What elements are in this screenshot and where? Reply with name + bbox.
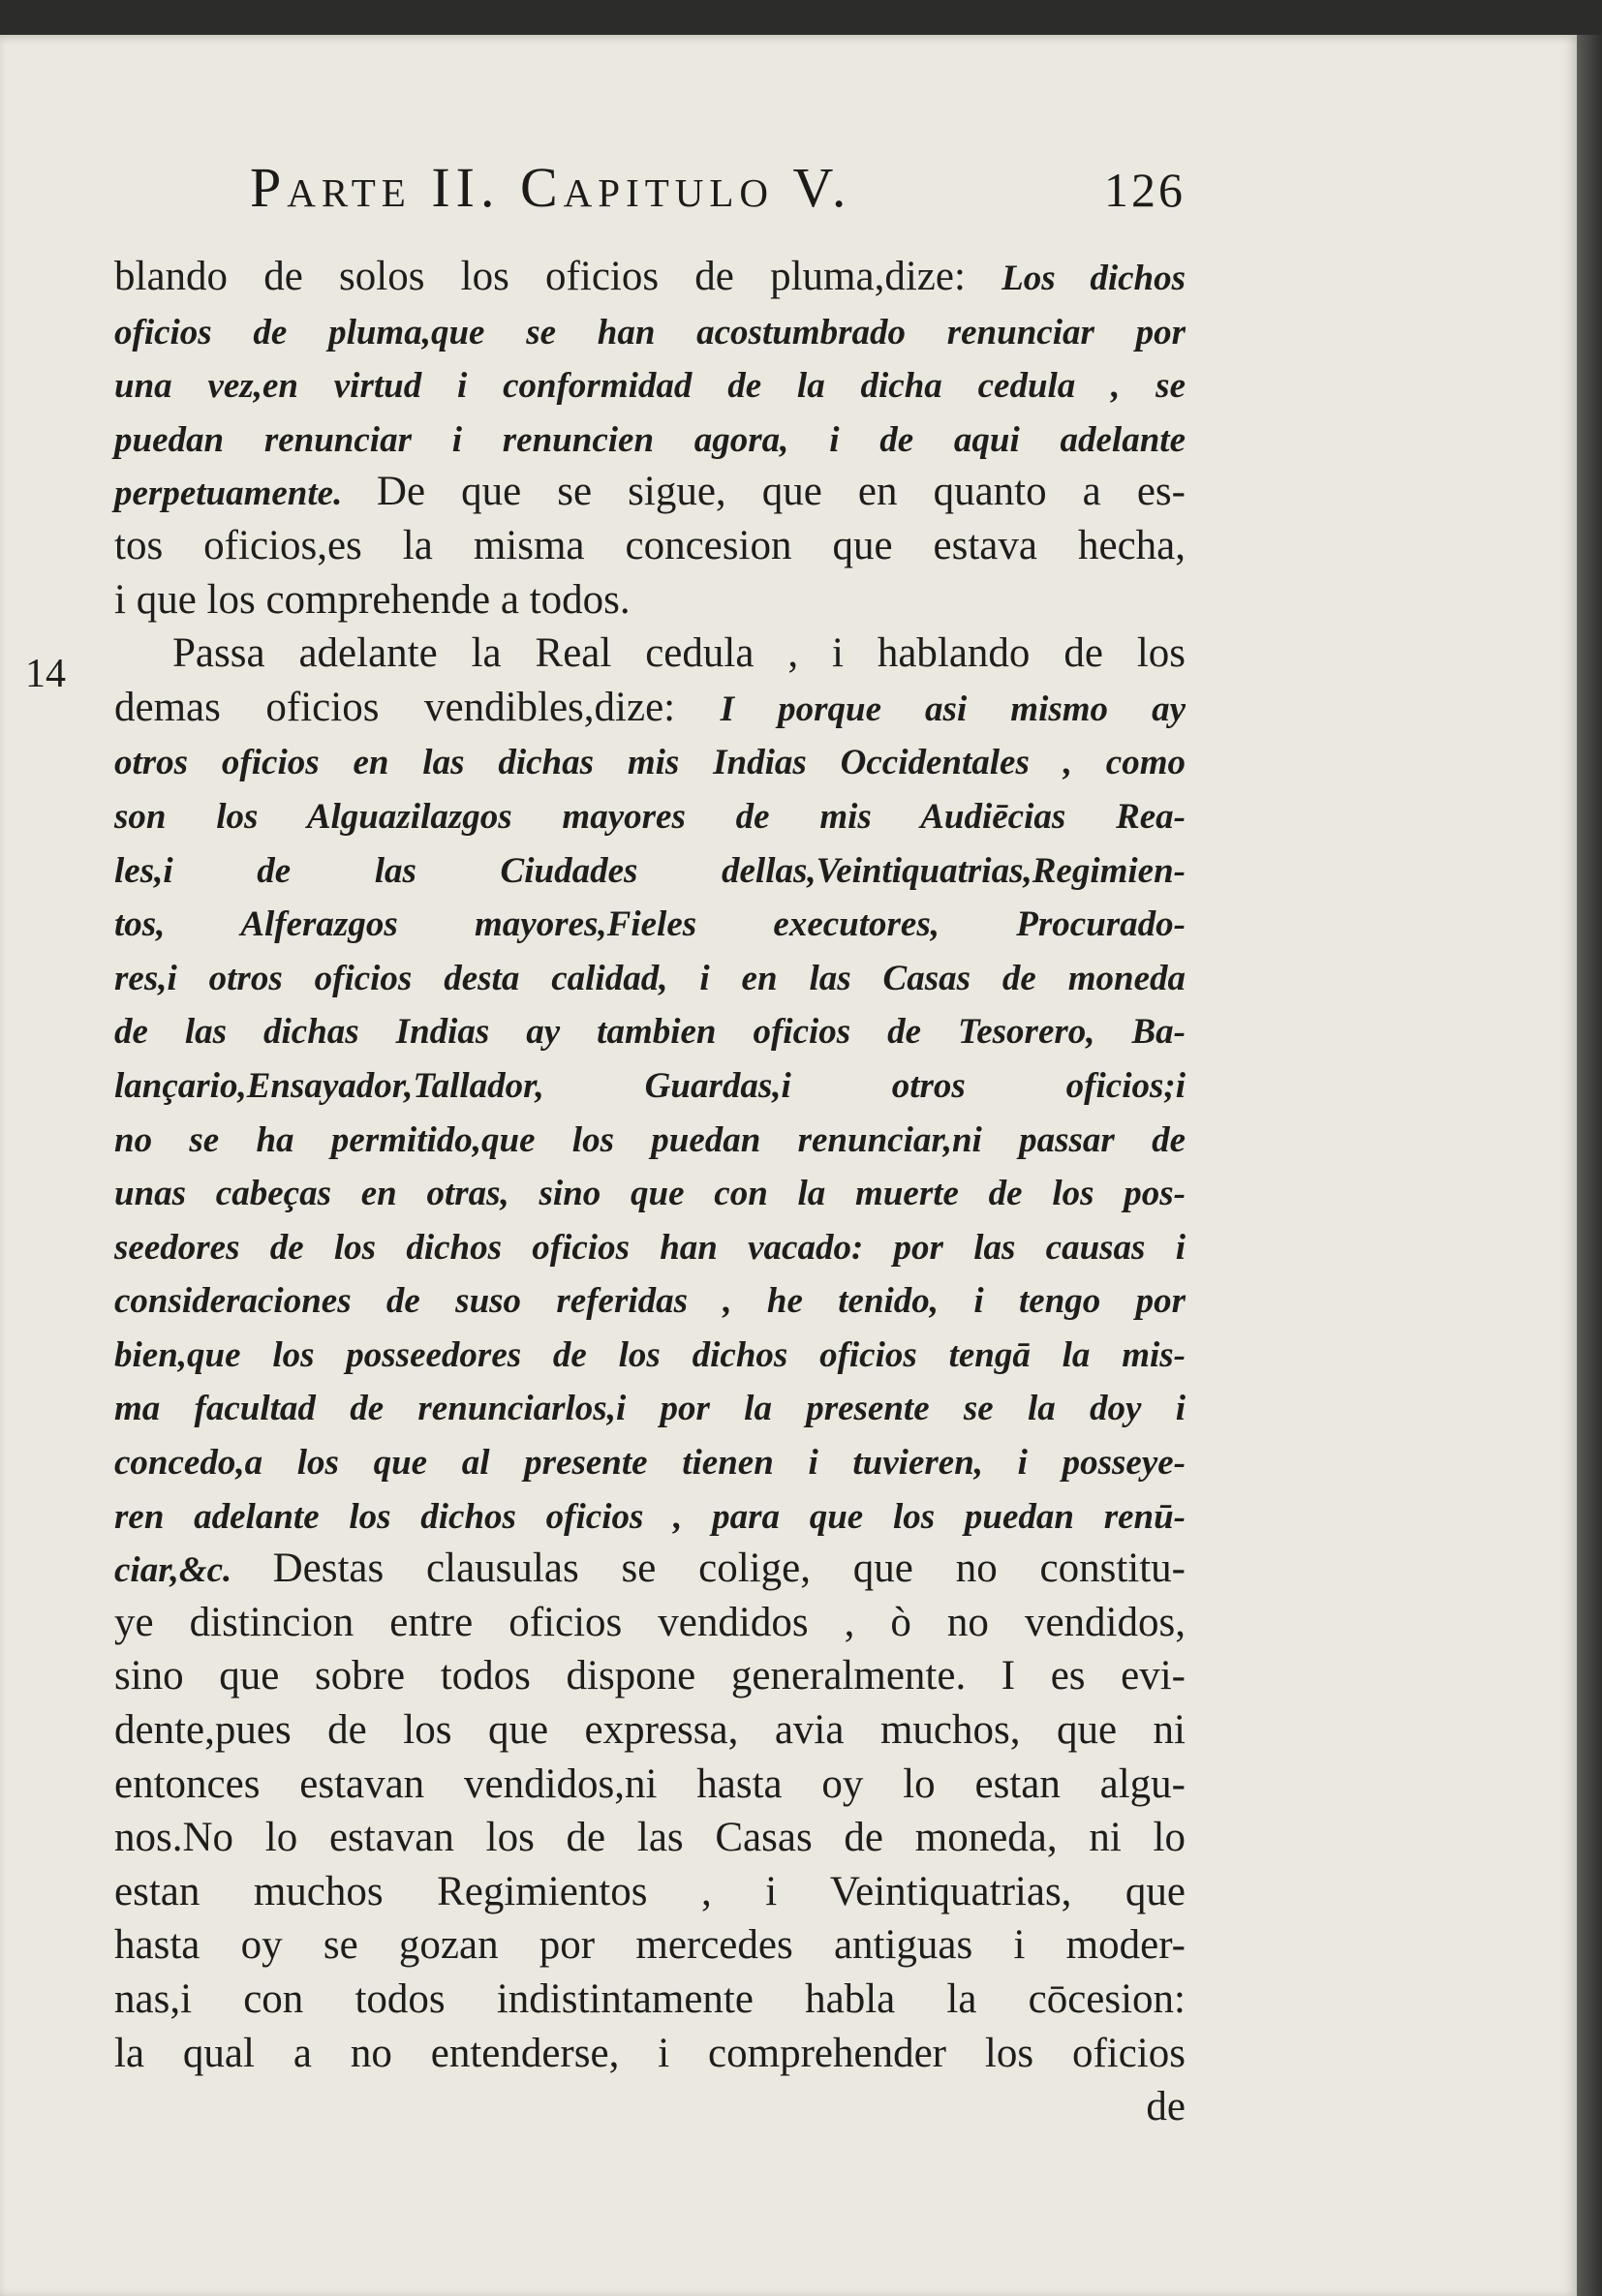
roman-text: Passa adelante la Real cedula , i hablando de los [172,630,1186,677]
text-line [114,412,1186,466]
text-line [114,1542,1186,1596]
roman-text: Destas clausulas se colige, que no constitu- [272,1546,1186,1592]
text-line [114,1488,1186,1543]
text-line [114,1272,1186,1327]
text-line [114,1327,1186,1381]
roman-text: dente,pues de los que expressa, avia muchos, que ni [114,1707,1186,1754]
body-text [114,250,1186,2134]
italic-quotation: ma facultad de renunciarlos,i por la presente se la doy i [114,1389,1186,1429]
text-line [114,1865,1186,1919]
italic-quotation: ren adelante los dichos oficios , para que los puedan renū- [114,1496,1186,1537]
italic-quotation: lançario,Ensayador,Tallador, Guardas,i otros oficios;i [114,1065,1186,1106]
page-number: 126 [1104,163,1186,217]
roman-text: hasta oy se gozan por mercedes antiguas i moder- [114,1922,1186,1969]
text-line [114,1758,1186,1812]
italic-quotation: I porque asi mismo ay [720,689,1186,729]
text-line [114,573,1186,628]
roman-text: estan muchos Regimientos , i Veintiquatrias, que [114,1868,1186,1914]
italic-quotation: son los Alguazilazgos mayores de mis Audiēcias Rea- [114,796,1186,837]
text-line [114,1380,1186,1434]
italic-quotation: les,i de las Ciudades dellas,Veintiquatrias,Regimien- [114,850,1186,891]
margin-paragraph-number: 14 [25,652,66,696]
italic-quotation: oficios de pluma,que se han acostumbrado renunciar por [114,312,1186,352]
text-line [114,465,1186,519]
text-line [114,1918,1186,1973]
text-line [114,357,1186,412]
italic-quotation: de las dichas Indias ay tambien oficios de Tesorero, Ba- [114,1012,1186,1053]
scan-right-border [1577,35,1602,2296]
roman-text: la qual a no entenderse, i comprehender los oficios [114,2030,1186,2076]
text-line [114,1703,1186,1758]
roman-text: nas,i con todos indistintamente habla la cōcesion: [114,1976,1186,2022]
italic-quotation: consideraciones de suso referidas , he tenido, i tengo por [114,1281,1186,1322]
roman-text: De que se sigue, que en quanto a es- [376,469,1186,515]
italic-quotation: concedo,a los que al presente tienen i tuvieren, i posseye- [114,1443,1186,1484]
book-page [0,35,1577,2296]
roman-text: entonces estavan vendidos,ni hasta oy lo estan algu- [114,1760,1186,1807]
text-line [114,896,1186,950]
italic-quotation: una vez,en virtud i conformidad de la dicha cedula , se [114,366,1186,407]
text-line [114,950,1186,1004]
text-line [114,519,1186,573]
text-line [114,1219,1186,1273]
italic-quotation: ciar,&c. [114,1550,273,1591]
roman-text: sino que sobre todos dispone generalmente. I es evi- [114,1653,1186,1699]
text-line [114,1165,1186,1219]
italic-quotation: bien,que los posseedores de los dichos oficios tengā la mis- [114,1334,1186,1375]
text-line [114,627,1186,681]
roman-text: blando de solos los oficios de pluma,dize: [114,254,1002,299]
text-line [114,788,1186,842]
italic-quotation: otros oficios en las dichas mis Indias Occidentales , como [114,743,1186,783]
text-line [114,1112,1186,1166]
roman-text: nos.No lo estavan los de las Casas de moneda, ni lo [114,1815,1186,1861]
text-line [114,250,1186,304]
italic-quotation: res,i otros oficios desta calidad, i en las Casas de moneda [114,958,1186,998]
running-head-title: Parte II. Capitulo V. [250,156,852,219]
text-line [114,1811,1186,1865]
roman-text: tos oficios,es la misma concesion que estava hecha, [114,522,1186,568]
text-line [114,681,1186,735]
text-line [114,2027,1186,2081]
italic-quotation: Los dichos [1001,259,1186,298]
running-head [250,155,1186,223]
text-line [114,1434,1186,1488]
italic-quotation: puedan renunciar i renuncien agora, i de aqui adelante [114,419,1186,460]
italic-quotation: no se ha permitido,que los puedan renunciar,ni passar de [114,1119,1186,1160]
text-line [114,304,1186,358]
text-line [114,1973,1186,2027]
text-line [114,1649,1186,1703]
text-line [114,842,1186,897]
roman-text: demas oficios vendibles,dize: [114,684,721,730]
roman-text: i que los comprehende a todos. [114,576,631,623]
text-line [114,1596,1186,1650]
italic-quotation: unas cabeças en otras, sino que con la muerte de los pos- [114,1174,1186,1214]
roman-text: ye distincion entre oficios vendidos , ò no vendidos, [114,1599,1186,1645]
text-line [114,734,1186,788]
italic-quotation: perpetuamente. [114,474,377,514]
italic-quotation: tos, Alferazgos mayores,Fieles executores, Procurado- [114,904,1186,945]
text-line [114,1003,1186,1057]
italic-quotation: seedores de los dichos oficios han vacado: por las causas i [114,1227,1186,1268]
scan-top-border [0,0,1602,39]
text-line [114,1057,1186,1112]
catchword: de [1146,2084,1186,2130]
